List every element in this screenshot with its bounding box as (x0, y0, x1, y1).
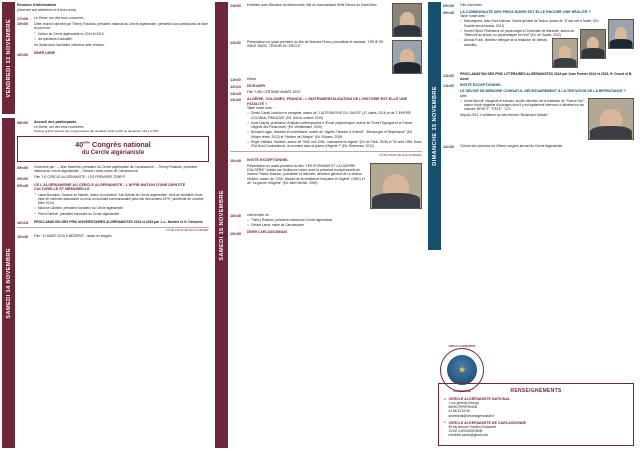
friday-bullet-0: • l'action du Cercle algérianiste en 2014 et 2015, (34, 32, 209, 36)
contact-email-carcassonne[interactable]: manfredi.cardio@gmail.com (448, 433, 489, 438)
sat-prizes: PROCLAMATION DES PRIX UNIVERSITAIRES ALGÉRIANISTES 2014 et 2015 par J.-L. Hueber et G. Delmond (34, 219, 203, 224)
contact-email-national[interactable]: secretariat@cerclealgerianiste.fr (448, 413, 495, 418)
sun-panelist-2-text: Arnaud Folch, directeur délégué de la rédaction de Valeurs actuelles. (464, 38, 548, 47)
sat2-debate: Débat (247, 77, 256, 81)
column-right (426, 0, 640, 452)
sat2-lunch: DÉJEUNER (247, 83, 265, 88)
contact-heading: RENSEIGNEMENTS (510, 387, 562, 394)
sun-exceptional-list (460, 99, 634, 111)
sat2-time-1430: 14h30 (230, 97, 242, 103)
sat-film-1: Film "LE CERCLE ALGÉRIANISTE : LES PREMIERS TEMPS" (34, 175, 126, 180)
sat-welcome-venue: Le Dôme, rue des trois couronnes (34, 124, 84, 129)
sat-film-2: Film "14 MARS 2015 À BÉZIERS" : retour en images (34, 233, 112, 238)
friday-paragraph-1: Cette réunion animée par Thierry Rolando, président national du Cercle algérianiste, permettra aux participants de faire le point sur : (34, 22, 209, 31)
sun-panelist-2 (460, 38, 634, 46)
portrait-helie-de-saint-marc (392, 40, 422, 74)
congress-title-rest: Congrès national (90, 140, 151, 150)
sun-archives: Film d'archives (460, 3, 482, 7)
sun-panel (460, 19, 634, 46)
sun-time-1230: 12h30 (443, 144, 455, 150)
sat-opening: Ouverture par : – Jean Manfredi, président du Cercle algérianiste de Carcassonne, – Thierry Rolando, président national du Cercle algérianiste, – Gérard Larrat, maire de Carcassonne. (34, 164, 198, 174)
sat-welcome-note: Parking gratuit réservé aux congressistes (du vendredi 13/11 à 20h au dimanche 15/11 à 16h) (34, 129, 159, 134)
sat-time-0930: 09h30 (17, 175, 29, 181)
contact-entry-carcassonne (444, 421, 628, 438)
contact-entry-national (444, 397, 628, 418)
star-icon: ★ (457, 364, 467, 375)
sun-panelist-1-text: Hubert Ripoll, Professeur de psychologie à l'Université de Marseille, auteur de "Mémoire de là-bas, un psychanalyse de l'exil" (Ed. de Gaube, 2012) (464, 28, 575, 38)
sun-session-title: LA COMMUNAUTÉ DES PIEDS-NOIRS EST-ELLE ENCORE UNE RÉALITÉ ? (460, 9, 591, 14)
column-middle (213, 0, 426, 452)
day-bar-friday-label: VENDREDI 13 NOVEMBRE (5, 18, 12, 98)
congress-ordinal-suffix: ème (83, 140, 91, 145)
logo-bottom-label: CARCASSONNE (453, 391, 471, 393)
contact-panel (438, 383, 634, 446)
sat-speaker-1: • Maurice Calmein, président fondateur du Cercle algérianiste (34, 206, 209, 210)
congress-number: 40 (75, 140, 84, 150)
day-bar-saturday-2 (215, 2, 228, 448)
congress-title-line1 (21, 141, 205, 149)
sat2-time-1130: 11h30 (230, 40, 241, 46)
sat2-time-1210: 12h10 (230, 83, 242, 89)
contact-line-0-0: 1 rue général Derroja (448, 400, 479, 405)
sat2-intervention-label: Intervention de : (247, 212, 271, 217)
sat2-preview-title: Présentation en avant-première du film de Marcela Feraru, journaliste et cinéaste, "HÉLIE DE SAINT MARC, TÉMOIN DU SIÈCLE" (247, 40, 384, 49)
sat2-interveners (247, 218, 422, 228)
day-bar-saturday (2, 118, 15, 448)
saturday-afternoon-section (230, 3, 422, 237)
sun-session-note: Table ronde avec : (460, 14, 487, 19)
sun-time-0945: 09h45 (443, 9, 455, 15)
day-bar-sunday-label: DIMANCHE 15 NOVEMBRE (431, 86, 438, 166)
sun-exceptional-extra: Depuis 2012, il collabore au site internet "Boulevard Voltaire". (460, 112, 550, 117)
sat2-time-1930: 19h30 (230, 230, 242, 236)
saturday-section (17, 120, 209, 240)
congress-title-box (17, 136, 209, 161)
sun-panelist-0 (460, 19, 634, 27)
sun-exceptional-title: INVITÉ EXCEPTIONNEL (460, 82, 502, 87)
sat-welcome-title: Accueil des participants (34, 120, 77, 124)
sun-prizes: PROCLAMATION DES PRIX LITTÉRAIRES ALGÉRIANISTES 2015 par Jean Pomier 2014 et 2015, H. Groud et B. Assié (460, 72, 633, 81)
sat2-intervener-1: • Gérard Larrat, maire de Carcassonne (247, 223, 422, 227)
sat2-time-1100: 11h00 (230, 3, 241, 9)
sat2-reminder-note: CÔTÉ POUR NE PAS OUBLIER (230, 151, 422, 157)
sun-time-0930: 09h30 (443, 3, 455, 9)
sat2-session-note: Table ronde avec : (247, 106, 274, 111)
sun-time-1145: 11h45 (443, 83, 454, 89)
sun-panelist-0-text: Monseigneur Jean-Yves Molinas, Vicaire général de Toulon, auteur de "D'une rive à l'autre" (Ed. Société des écrivains, 2013) (464, 19, 600, 28)
friday-paragraph-2: Un débat avec l'auditoire clôturera cette réunion. (34, 43, 105, 48)
friday-venue: Le Dôme, rue des trois couronnes (34, 15, 84, 20)
sun-closing: Clôture des journées du 40ème congrès annuel du Cercle algérianiste (460, 144, 563, 149)
friday-time-1930: 19h30 (17, 51, 29, 57)
logo-top-label: CERCLE ALGÉRIANISTE (448, 345, 476, 348)
sat-reminder-note: CÔTÉ POUR NE PAS OUBLIER (17, 227, 209, 233)
contact-list (444, 397, 628, 438)
sun-exceptional-subtitle: LE DEVOIR DE MÉMOIRE CONDUIT-IL NÉCESSAIREMENT À LA TENTATION DE LA REPENTANCE ? (460, 88, 626, 93)
sat2-panelist-1: • Anne Dulphy, professeur d'histoire contemporaine à l'École polytechnique, auteur de "Entre l'Espagne et la France, l'Algérie des Pieds-Noirs" (Ed. Vendémiaire, 2015) (247, 121, 422, 129)
friday-time-1730: 17h30 - 19h00 (17, 16, 31, 27)
sat2-exceptional-body: Présentation en avant-première du film "LES ÉCRIVAINS ET LA GUERRE D'ALGÉRIE" réalisé par Guillaume Ladet, avec la présence exceptionnelle de l'auteur Patrick Buisson, journaliste et historien, directeur général de La chaîne Histoire, auteur de "OAS, histoire de la résistance française en Algérie" (1961) et de "La guerre d'Algérie" (Ed. Albin Michel, 2009) (247, 163, 365, 185)
contact-line-0-1: 66000 PERPIGNAN (448, 405, 478, 410)
day-bar-saturday-label: SAMEDI 14 NOVEMBRE (5, 247, 12, 319)
portrait-blandine-de-bellecombe (392, 3, 422, 37)
sat-time-1015: 10h15 (17, 220, 29, 226)
sat2-time-1640: 16h40 (230, 158, 242, 164)
sat-speaker-0: • Laura Bourquin, Docteur en histoire, auteur du mémoire "Les Débuts du Cercle algérianiste : récit de fondation d'une mise en mémoire associative ou ceux du tournant communautaire pied-noir des années 1970" (université de Lorraine, Metz 2014) (34, 193, 209, 205)
sat-time-0945: 09h45 (17, 182, 29, 188)
friday-meeting-subtitle: (réservée aux adhérents et à leurs amis) (17, 7, 77, 12)
sat2-panelist-3: • Roger Vétillard, historien, auteur de "Sétif, mai 1945 : massacres en Algérie" (Ed. de Paris, 2008) et "20 août 1955. Dans l'Est Nord-Constantinois, un tournant dans la guerre d'Algérie ?" (Ed. Riveneuve, 2012) (247, 140, 422, 148)
day-bar-friday (2, 2, 15, 114)
column-left (0, 0, 213, 452)
sat2-interview-1: Entretien avec Blandine de Bellecombe, fille du commandant Hélie Denoix de Saint Marc (247, 3, 377, 7)
day-bar-sunday (428, 2, 441, 250)
sun-panelist-1 (460, 29, 634, 37)
sun-time-1130: 11h30 (443, 72, 454, 78)
sat-time-0830: 08h30 (17, 120, 29, 126)
portrait-patrick-buisson (370, 163, 422, 209)
sat2-exceptional-title: INVITÉ EXCEPTIONNEL (247, 158, 289, 163)
sat2-intervener-0: • Thierry Rolando, président national du Cercle algérianiste (247, 218, 422, 222)
contact-line-1-1: 11000 CARCASSONNE (448, 428, 483, 433)
sat2-panel (247, 111, 422, 148)
day-bar-saturday-2-label: SAMEDI 15 NOVEMBRE (218, 189, 225, 261)
contact-line-1-0: 96 bis avenue Franklin-Roosevelt (448, 424, 496, 429)
sat2-session-title: ALGÉRIE, COLONIES, FRANCE : L'INSTRUMENTALISATION DE L'HISTOIRE EST-ELLE UNE FATALITÉ ? (247, 97, 408, 106)
friday-bullet-1: • les questions d'actualité. (34, 37, 209, 41)
contact-phone-national: 04 68 53 54 55 (448, 409, 470, 414)
sat-theme-title: CE L'ALGÉRIANISME AU CERCLE ALGÉRIANISTE : L'AFFIR-MATION D'UNE IDENTITÉ CULTURELLE ET MÉMORIELLE (34, 182, 186, 192)
sat-time-0900: 09h00 (17, 164, 29, 170)
contact-org-carcassonne: ● CERCLE ALGÉRIANISTE DE CARCASSONNE (448, 420, 527, 425)
portrait-arnaud-folch (552, 38, 578, 68)
sun-exceptional-with: avec (460, 93, 467, 98)
sat2-film-3: Film "UNE CERTAINE ANNÉE 1931" (247, 90, 302, 95)
sat2-time-1840: 18h40 (230, 212, 242, 218)
sat2-dinner: DÎNER CARCASSONNAIS (247, 230, 288, 235)
friday-section (17, 3, 209, 58)
sat2-time-1140: 11h40 (230, 77, 241, 83)
sun-exceptional-guest: • André Bercoff, essayiste et écrivain, ancien directeur de la rédaction de "France Soir", auteur d'une vingtaine d'ouvrages dont il y est également intervenu à débattre sur les chaînes "BFMTV", "ITELE", "LCI". (460, 99, 634, 111)
sunday-section (443, 3, 634, 151)
congress-title-line2: du Cercle algérianiste (81, 149, 145, 156)
sat-speaker-2: • Pierre Dimech, président honoraire du Cercle algérianiste (34, 212, 209, 216)
sat-speakers (34, 193, 209, 216)
friday-bullets (34, 32, 209, 42)
sat2-time-1415: 14h15 (230, 90, 242, 96)
contact-org-national: ● CERCLE ALGÉRIANISTE NATIONAL (448, 396, 511, 401)
sat2-panelist-2: • Bernard Lugan, historien et universitaire, auteur de "Algérie, l'histoire à l'endroit", "Mensonges et Repentance" (Ed. Afrique réelle, 2013) et "Histoire de l'Afrique" (Ed. Ellipses, 2009) (247, 130, 422, 138)
friday-dinner: DÎNER LIBRE (34, 51, 56, 56)
friday-meeting-title: Réunion d'information (17, 3, 57, 7)
sat2-panelist-0: • Dimitri Casali, historien et essayiste, auteur de "L'ALTERNATIVE DU CHAOS" (JC Lattès, 2014) et de "L'EMPIRE COLONIAL FRANÇAIS" (Ed. Gründ, octobre 2015) (247, 111, 422, 119)
sat-time-1045: 10h45 (17, 233, 29, 239)
